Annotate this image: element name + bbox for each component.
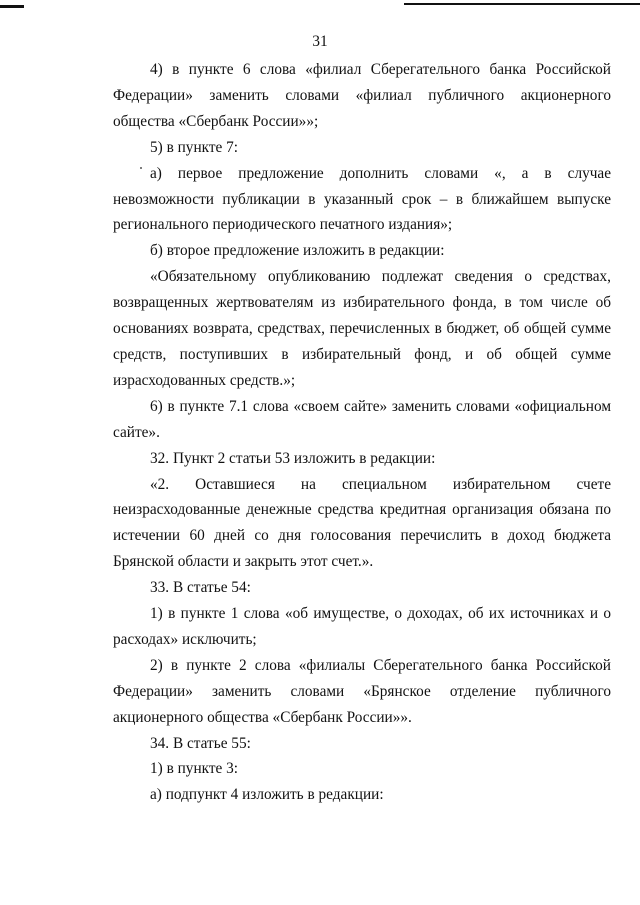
paragraph-item-4: 4) в пункте 6 слова «филиал Сберегательного банка Российской Федерации» заменить словами «филиал публичного акционерного общества «Сбербанк России»»; [113, 61, 611, 130]
paragraph-item-6: 6) в пункте 7.1 слова «своем сайте» заменить словами «официальном сайте». [113, 397, 611, 441]
paragraph-item-1-point-3: 1) в пункте 3: [150, 760, 239, 778]
scan-edge-mark-right [404, 3, 640, 5]
paragraph-point-33: 33. В статье 54: [150, 579, 251, 597]
paragraph-point-32: 32. Пункт 2 статьи 53 изложить в редакции: [150, 449, 436, 467]
paragraph-subitem-a: а) первое предложение дополнить словами «, а в случае невозможности публикации в указанный срок – в ближайшем выпуске регионального периодического печатного издания»; [113, 164, 611, 234]
document-body [113, 57, 611, 808]
page-number: 31 [312, 33, 328, 50]
paragraph-item-1: 1) в пункте 1 слова «об имуществе, о доходах, об их источниках и о расходах» исключить; [113, 605, 611, 648]
paragraph-quoted-text: «Обязательному опубликованию подлежат сведения о средствах, возвращенных жертвователям из избирательного фонда, в том числе об основаниях возврата, средствах, перечисленных в бюджет, об общей сумме средств, поступивших в избирательный фонд, и об общей сумме израсходованных средств.»; [113, 268, 611, 389]
paragraph-subitem-b: б) второе предложение изложить в редакции: [150, 242, 445, 260]
paragraph-point-34: 34. В статье 55: [150, 734, 251, 752]
scan-edge-mark-left [0, 5, 24, 8]
paragraph-item-2: 2) в пункте 2 слова «филиалы Сберегательного банка Российской Федерации» заменить словами «Брянское отделение публичного акционерного общества «Сбербанк России»». [113, 656, 611, 726]
paragraph-quoted-point-2: «2. Оставшиеся на специальном избирательном счете неизрасходованные денежные средства кредитная организация обязана по истечении 60 дней со дня голосования перечислить в доход бюджета Брянской области и закрыть этот счет.». [113, 475, 611, 571]
paragraph-item-5: 5) в пункте 7: [150, 138, 239, 156]
paragraph-subitem-a-subpoint-4: а) подпункт 4 изложить в редакции: [150, 786, 384, 804]
